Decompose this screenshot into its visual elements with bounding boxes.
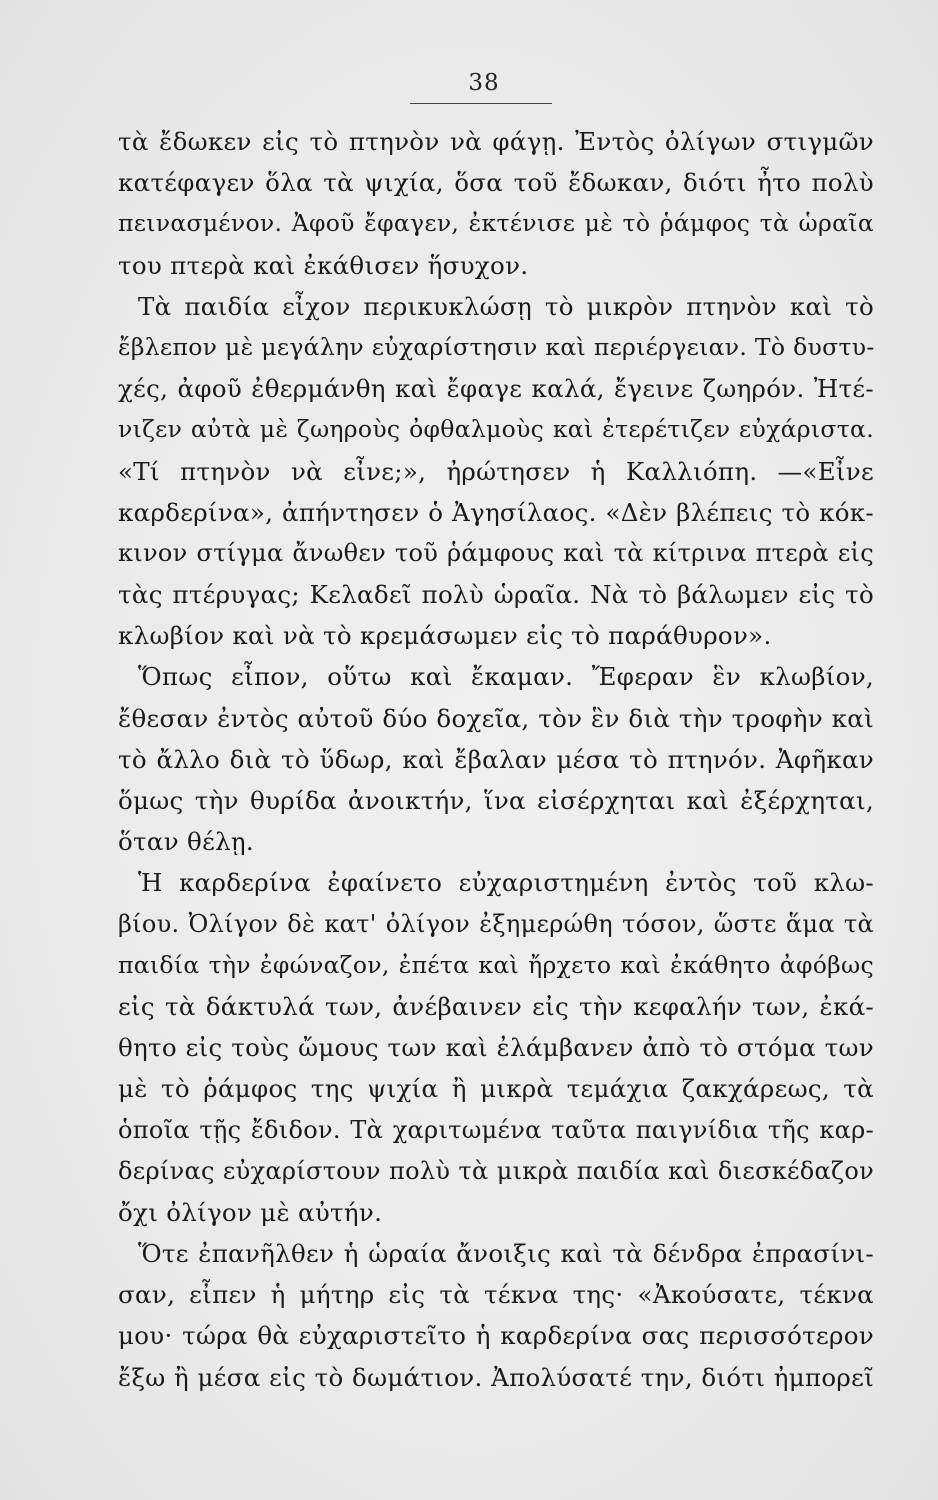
text-line: ὁποῖα τῇς ἔδιδον. Τὰ χαριτωμένα ταῦτα παιγνίδια τῆς καρ-	[118, 1115, 874, 1144]
text-line: μου· τώρα θὰ εὐχαριστεῖτο ἡ καρδερίνα σας περισσότερον	[118, 1321, 874, 1351]
text-line: κινον στίγμα ἄνωθεν τοῦ ῥάμφους καὶ τὰ κίτρινα πτερὰ εἰς	[118, 538, 874, 567]
text-line: κλωβίον καὶ νὰ τὸ κρεμάσωμεν εἰς τὸ παράθυρον».	[118, 621, 772, 651]
text-line: κατέφαγεν ὅλα τὰ ψιχία, ὅσα τοῦ ἔδωκαν, διότι ἦτο πολὺ	[118, 168, 874, 198]
text-line: νιζεν αὐτὰ μὲ ζωηροὺς ὀφθαλμοὺς καὶ ἐτερέτιζεν εὐχάριστα.	[118, 415, 874, 444]
text-line: Ὅτε ἐπανῆλθεν ἡ ὡραία ἄνοιξις καὶ τὰ δένδρα ἐπρασίνι-	[138, 1239, 874, 1269]
text-line: Τὰ παιδία εἶχον περικυκλώσῃ τὸ μικρὸν πτηνὸν καὶ τὸ	[138, 291, 874, 321]
page-number: 38	[468, 70, 500, 96]
header-rule	[410, 103, 552, 104]
text-line: ὅταν θέλῃ.	[118, 827, 254, 857]
text-line: Ὅπως εἶπον, οὕτω καὶ ἔκαμαν. Ἔφεραν ἓν κλωβίον,	[138, 662, 874, 692]
text-line: Ἡ καρδερίνα ἐφαίνετο εὐχαριστημένη ἐντὸς τοῦ κλω-	[138, 868, 874, 898]
text-line: χές, ἀφοῦ ἐθερμάνθη καὶ ἔφαγε καλά, ἔγεινε ζωηρόν. Ἠτέ-	[118, 374, 874, 404]
text-line: ἔξω ἢ μέσα εἰς τὸ δωμάτιον. Ἀπολύσατέ την, διότι ἠμπορεῖ	[118, 1362, 874, 1392]
text-line: εἰς τὰ δάκτυλά των, ἀνέβαινεν εἰς τὴν κεφαλήν των, ἐκά-	[118, 991, 874, 1021]
text-line: τὰ ἔδωκεν εἰς τὸ πτηνὸν νὰ φάγῃ. Ἐντὸς ὀλίγων στιγμῶν	[118, 127, 874, 156]
text-line: βίου. Ὀλίγον δὲ κατ' ὀλίγον ἐξημερώθη τόσον, ὥστε ἅμα τὰ	[118, 909, 874, 938]
text-line: θητο εἰς τοὺς ὤμους των καὶ ἐλάμβανεν ἀπὸ τὸ στόμα των	[118, 1033, 874, 1063]
text-line: τὰς πτέρυγας; Κελαδεῖ πολὺ ὡραῖα. Νὰ τὸ βάλωμεν εἰς τὸ	[118, 580, 874, 610]
text-line: τὸ ἄλλο διὰ τὸ ὕδωρ, καὶ ἔβαλαν μέσα τὸ πτηνόν. Ἀφῆκαν	[118, 744, 874, 774]
text-line: μὲ τὸ ῥάμφος της ψιχία ἢ μικρὰ τεμάχια ζακχάρεως, τὰ	[118, 1074, 874, 1104]
text-line: ἔθεσαν ἐντὸς αὐτοῦ δύο δοχεῖα, τὸν ἓν διὰ τὴν τροφὴν καὶ	[118, 703, 874, 733]
text-line: δερίνας εὐχαρίστουν πολὺ τὰ μικρὰ παιδία καὶ διεσκέδαζον	[118, 1156, 874, 1185]
text-line: παιδία τὴν ἐφώναζον, ἐπέτα καὶ ἤρχετο καὶ ἐκάθητο ἀφόβως	[118, 950, 874, 979]
text-line: ὅμως τὴν θυρίδα ἀνοικτήν, ἵνα εἰσέρχηται καὶ ἐξέρχηται,	[118, 786, 874, 815]
body-text	[118, 121, 874, 1398]
text-line: καρδερίνα», ἀπήντησεν ὁ Ἀγησίλαος. «Δὲν βλέπεις τὸ κόκ-	[118, 497, 874, 527]
text-line: ἔβλεπον μὲ μεγάλην εὐχαρίστησιν καὶ περιέργειαν. Τὸ δυστυ-	[118, 332, 875, 361]
text-line: «Τί πτηνὸν νὰ εἶνε;», ἠρώτησεν ἡ Καλλιόπη. —«Εἶνε	[118, 456, 874, 486]
text-line: πεινασμένον. Ἀφοῦ ἔφαγεν, ἐκτένισε μὲ τὸ ῥάμφος τὰ ὡραῖα	[118, 209, 874, 238]
text-line: ὄχι ὀλίγον μὲ αὐτήν.	[118, 1197, 383, 1227]
text-line: σαν, εἶπεν ἡ μήτηρ εἰς τὰ τέκνα της· «Ἀκούσατε, τέκνα	[118, 1280, 874, 1310]
text-line: του πτερὰ καὶ ἐκάθισεν ἥσυχον.	[118, 250, 529, 280]
